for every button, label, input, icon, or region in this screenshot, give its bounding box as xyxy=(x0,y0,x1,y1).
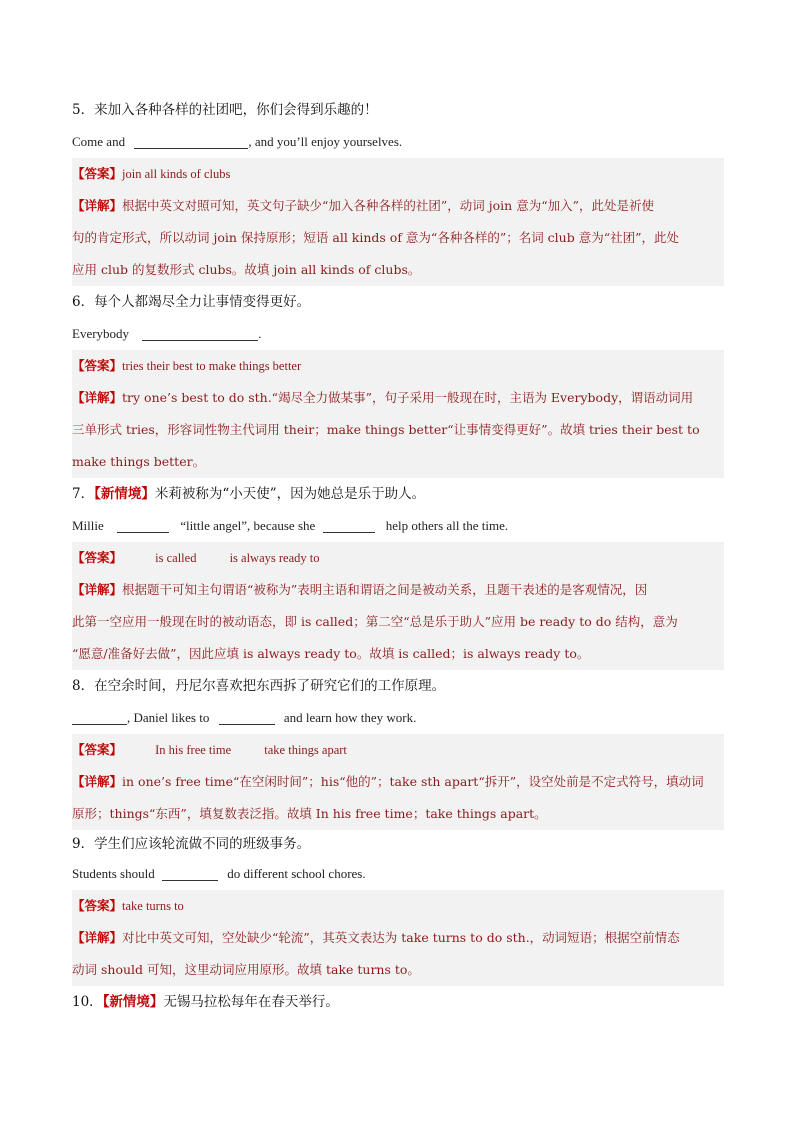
question-5-detail-line-2: 句的肯定形式，所以动词 join 保持原形；短语 all kinds of 意为“各种各样的”；名词 club 意为“社团”，此处 xyxy=(72,222,724,254)
question-7-text-a: Millie xyxy=(72,518,104,533)
question-10-text: 无锡马拉松每年在春天举行。 xyxy=(163,994,339,1010)
question-7-detail-line-3: “愿意/准备好去做”，因此应填 is always ready to。故填 is called；is always ready to。 xyxy=(72,638,724,670)
question-8-answer xyxy=(72,734,724,766)
detail-text: 根据题干可知主句谓语“被称为”表明主语和谓语之间是被动关系，且题干表述的是客观情况，因 xyxy=(122,582,648,597)
question-8-blank-2[interactable] xyxy=(219,710,275,725)
question-7-text-c: help others all the time. xyxy=(385,518,509,533)
detail-text: 根据中英文对照可知，英文句子缺少“加入各种各样的社团”，动词 join 意为“加入”，此处是祈使 xyxy=(122,198,654,213)
detail-tag: 【详解】 xyxy=(72,198,123,213)
question-5-text-before: Come and xyxy=(72,134,126,149)
answer-tag: 【答案】 xyxy=(72,167,123,181)
question-7-detail-line-1 xyxy=(72,574,724,606)
question-9-answer xyxy=(72,890,724,922)
question-7-number: 7． xyxy=(72,486,95,502)
question-7-answer-2: is always ready to xyxy=(229,551,320,565)
question-8-answer-1: In his free time xyxy=(155,743,232,757)
question-9-detail-line-2: 动词 should 可知，这里动词应用原形。故填 take turns to。 xyxy=(72,954,724,986)
question-7-blank-1[interactable] xyxy=(117,518,169,533)
question-9-blank[interactable] xyxy=(162,866,218,881)
detail-text: try one’s best to do sth.“竭尽全力做某事”，句子采用一般现在时，主语为 Everybody，谓语动词用 xyxy=(122,390,694,405)
question-7-sentence xyxy=(72,510,724,542)
question-6-text-after: . xyxy=(258,326,262,341)
detail-text: in one’s free time“在空闲时间”；his“他的”；take sth apart“拆开”，设空处前是不定式符号，填动词 xyxy=(122,774,704,789)
answer-tag: 【答案】 xyxy=(72,899,123,913)
question-8-detail-line-1 xyxy=(72,766,724,798)
detail-tag: 【详解】 xyxy=(72,930,123,945)
new-context-tag: 【新情境】 xyxy=(94,486,155,502)
answer-tag: 【答案】 xyxy=(72,743,123,757)
question-6-detail-line-3: make things better。 xyxy=(72,446,724,478)
question-8-text-b: and learn how they work. xyxy=(283,710,417,725)
question-10-prompt xyxy=(72,986,724,1018)
question-5-answer-text: join all kinds of clubs xyxy=(122,167,231,181)
question-9-prompt: 9．学生们应该轮流做不同的班级事务。 xyxy=(72,836,311,852)
new-context-tag: 【新情境】 xyxy=(102,994,164,1010)
answer-tag: 【答案】 xyxy=(72,551,123,565)
question-7-prompt xyxy=(72,478,724,510)
question-6-answer-text: tries their best to make things better xyxy=(122,359,302,373)
question-5-prompt: 5．来加入各种各样的社团吧，你们会得到乐趣的！ xyxy=(72,102,378,118)
answer-tag: 【答案】 xyxy=(72,359,123,373)
question-5-answer xyxy=(72,158,724,190)
question-9-detail-line-1 xyxy=(72,922,724,954)
detail-tag: 【详解】 xyxy=(72,390,123,405)
question-9-text-a: Students should xyxy=(72,866,155,881)
question-7-text: 米莉被称为“小天使”，因为她总是乐于助人。 xyxy=(154,486,426,502)
question-9-sentence xyxy=(72,858,724,890)
question-5-blank[interactable] xyxy=(134,134,248,149)
detail-tag: 【详解】 xyxy=(72,774,123,789)
question-5-detail-line-1 xyxy=(72,190,724,222)
question-6-prompt: 6．每个人都竭尽全力让事情变得更好。 xyxy=(72,294,311,310)
question-8-sentence xyxy=(72,702,724,734)
question-8-blank-1[interactable] xyxy=(72,710,127,725)
question-8-prompt: 8．在空余时间，丹尼尔喜欢把东西拆了研究它们的工作原理。 xyxy=(72,678,446,694)
question-7-blank-2[interactable] xyxy=(323,518,375,533)
question-7-detail-line-2: 此第一空应用一般现在时的被动语态，即 is called；第二空“总是乐于助人”应用 be ready to do 结构，意为 xyxy=(72,606,724,638)
question-6-answer xyxy=(72,350,724,382)
detail-tag: 【详解】 xyxy=(72,582,123,597)
question-5-detail-line-3: 应用 club 的复数形式 clubs。故填 join all kinds of clubs。 xyxy=(72,254,724,286)
question-6-sentence xyxy=(72,318,724,350)
question-10-number: 10． xyxy=(72,994,103,1010)
question-8-text-a: , Daniel likes to xyxy=(127,710,210,725)
detail-text: 对比中英文可知，空处缺少“轮流”，其英文表达为 take turns to do sth.，动词短语；根据空前情态 xyxy=(122,930,680,945)
question-6-text-before: Everybody xyxy=(72,326,130,341)
question-7-answer-1: is called xyxy=(155,551,197,565)
question-8-answer-2: take things apart xyxy=(264,743,347,757)
question-9-text-b: do different school chores. xyxy=(227,866,366,881)
question-8-detail-line-2: 原形；things“东西”，填复数表泛指。故填 In his free time；take things apart。 xyxy=(72,798,724,830)
question-6-detail-line-1 xyxy=(72,382,724,414)
question-9-answer-text: take turns to xyxy=(122,899,184,913)
question-5-sentence xyxy=(72,126,724,158)
question-6-blank[interactable] xyxy=(142,326,258,341)
question-7-answer xyxy=(72,542,724,574)
question-7-text-b: “little angel”, because she xyxy=(180,518,316,533)
question-6-detail-line-2: 三单形式 tries，形容词性物主代词用 their；make things better“让事情变得更好”。故填 tries their best to xyxy=(72,414,724,446)
question-5-text-after: , and you’ll enjoy yourselves. xyxy=(248,134,403,149)
